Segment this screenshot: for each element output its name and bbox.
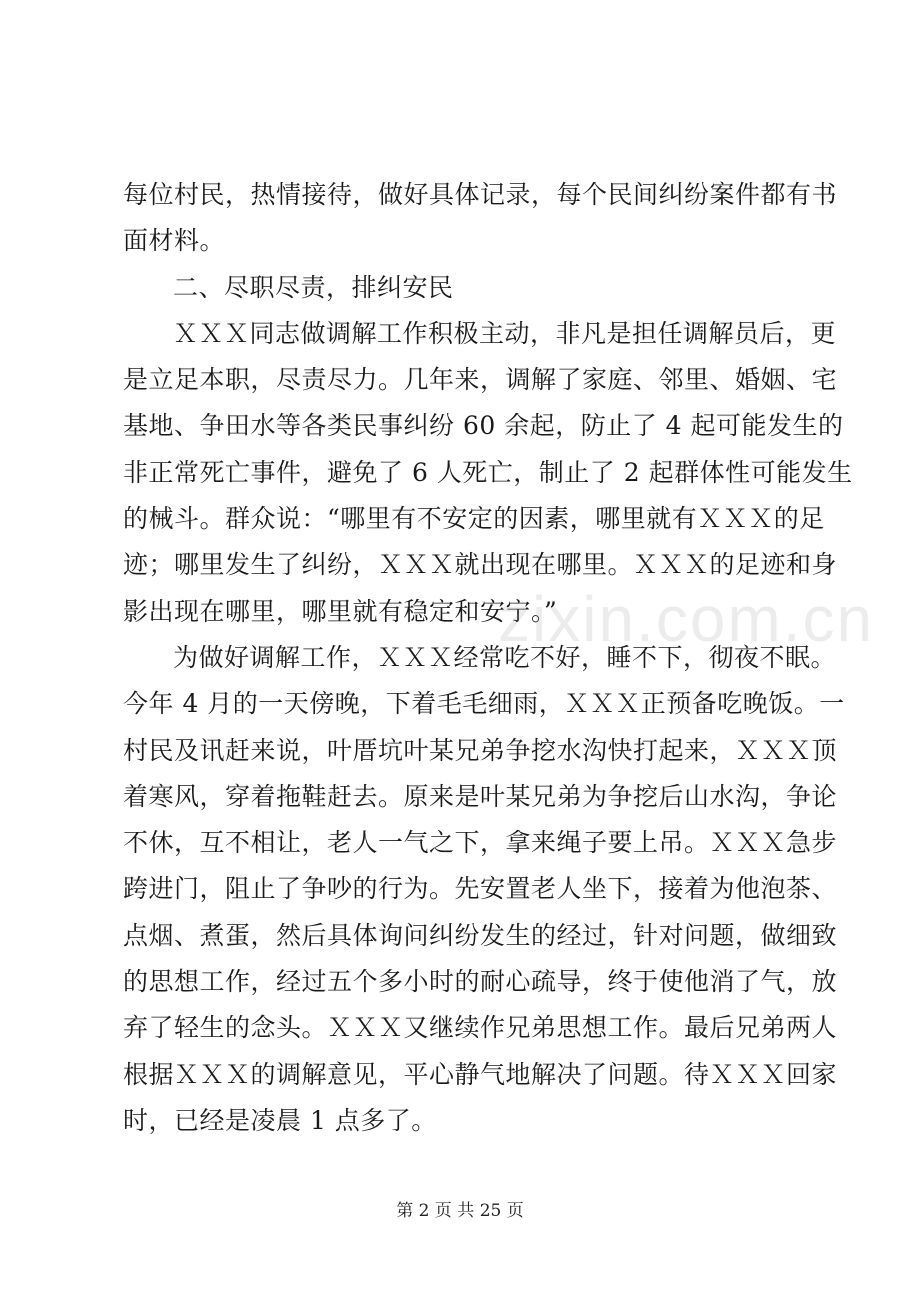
text-line: 基地、争田水等各类民事纠纷 60 余起，防止了 4 起可能发生的 [123,411,844,441]
watermark: zixin.com.cn [498,583,875,655]
text-line: 迹；哪里发生了纠纷，ＸＸＸ就出现在哪里。ＸＸＸ的足迹和身 [123,550,838,580]
text-line: 弃了轻生的念头。ＸＸＸ又继续作兄弟思想工作。最后兄弟两人 [123,1013,838,1043]
text-line: 着寒风，穿着拖鞋赶去。原来是叶某兄弟为争挖后山水沟，争论 [123,781,838,811]
text-line: 今年 4 月的一天傍晚，下着毛毛细雨，ＸＸＸ正预备吃晚饭。一 [123,689,845,719]
section-heading: 二、尽职尽责，排纠安民 [173,272,454,302]
text-line: ＸＸＸ同志做调解工作积极主动，非凡是担任调解员后，更 [173,318,837,348]
page-footer: 第 2 页 共 25 页 [396,1201,524,1221]
text-line: 点烟、煮蛋，然后具体询问纠纷发生的经过，针对问题，做细致 [123,920,838,950]
text-line: 的械斗。群众说：“哪里有不安定的因素，哪里就有ＸＸＸ的足 [123,504,825,534]
text-line: 村民及讯赶来说，叶厝坑叶某兄弟争挖水沟快打起来，ＸＸＸ顶 [123,735,838,765]
text-line: 的思想工作，经过五个多小时的耐心疏导，终于使他消了气，放 [123,967,838,997]
text-line: 时，已经是凌晨 1 点多了。 [123,1105,437,1135]
text-line: 每位村民，热情接待，做好具体记录，每个民间纠纷案件都有书 [123,180,838,209]
text-line: 为做好调解工作，ＸＸＸ经常吃不好，睡不下，彻夜不眠。 [173,642,837,672]
text-line: 非正常死亡事件，避免了 6 人死亡，制止了 2 起群体性可能发生 [123,457,853,487]
body-text [123,172,853,1144]
text-line: 跨进门，阻止了争吵的行为。先安置老人坐下，接着为他泡茶、 [123,874,838,904]
text-line: 是立足本职，尽责尽力。几年来，调解了家庭、邻里、婚姻、宅 [123,365,838,395]
text-line: 不休，互不相让，老人一气之下，拿来绳子要上吊。ＸＸＸ急步 [123,828,838,858]
text-line: 面材料。 [123,226,226,256]
text-line: 根据ＸＸＸ的调解意见，平心静气地解决了问题。待ＸＸＸ回家 [123,1059,838,1089]
text-line: 影出现在哪里，哪里就有稳定和安宁。” [123,596,558,626]
